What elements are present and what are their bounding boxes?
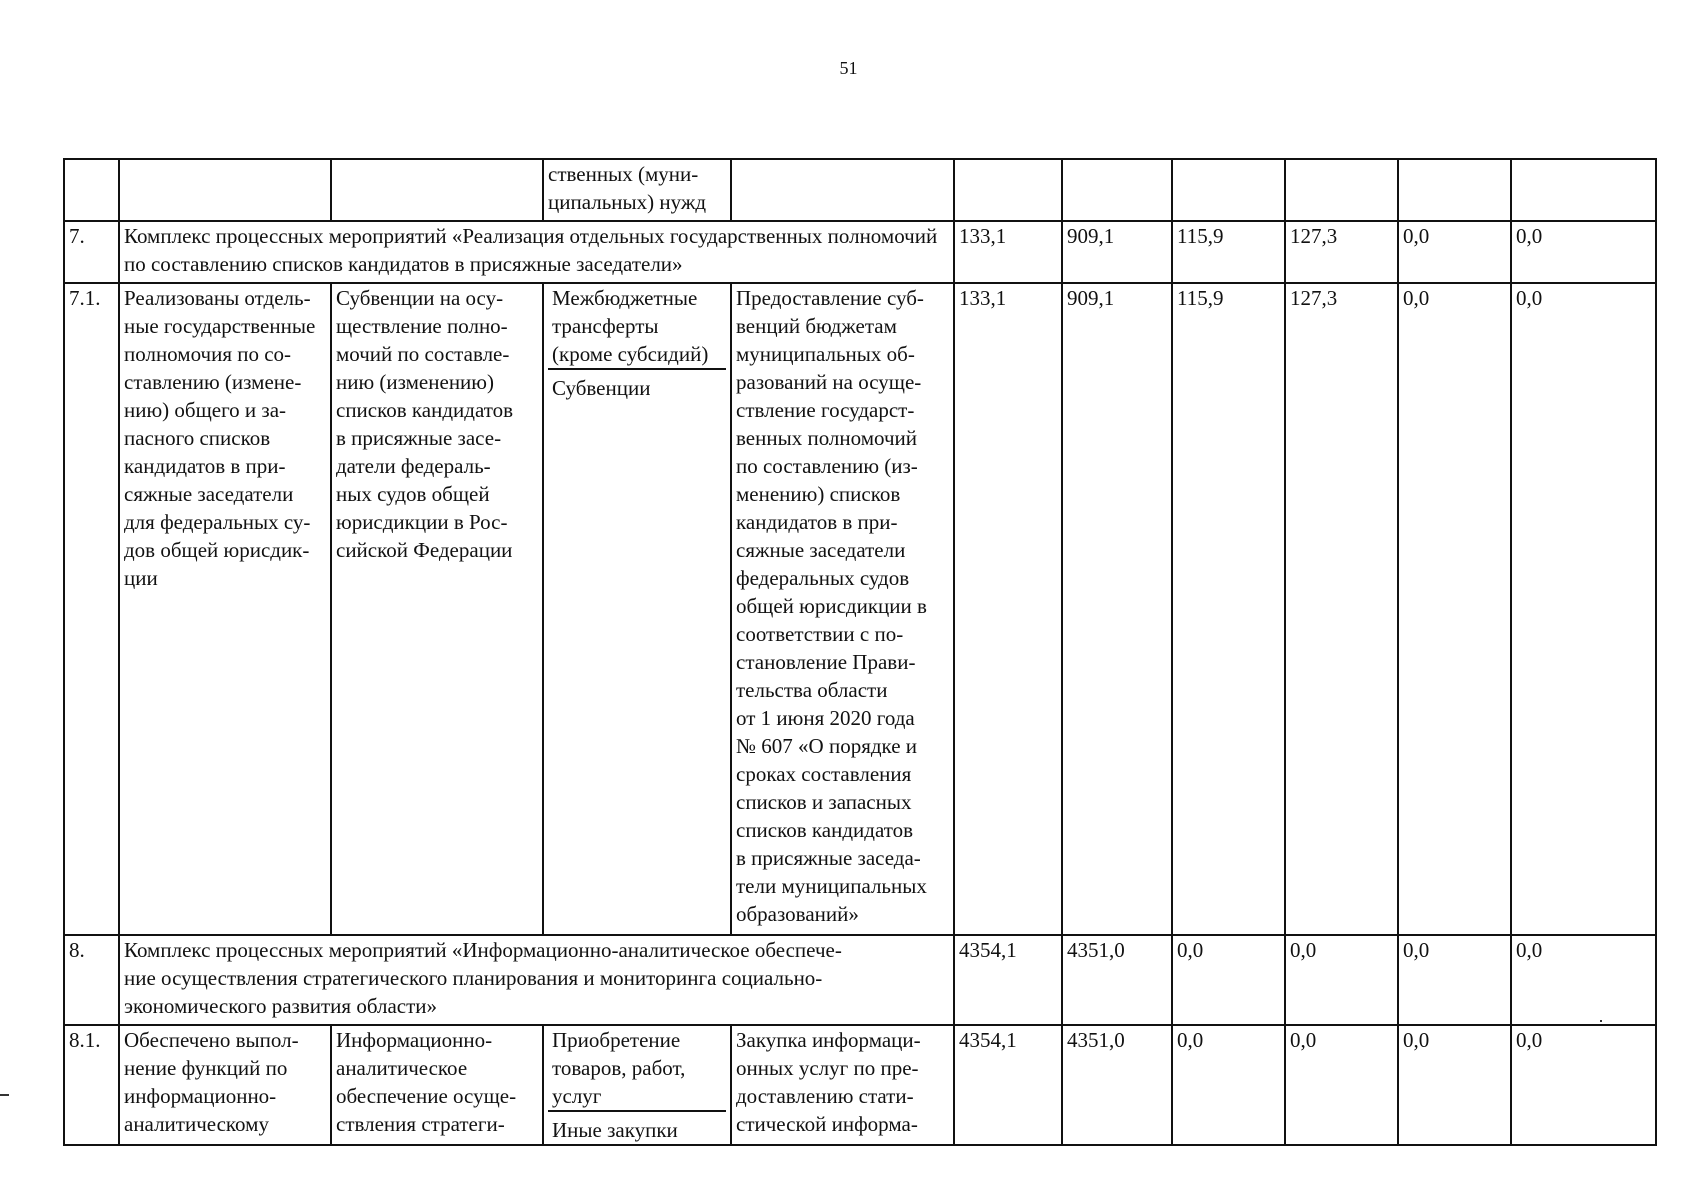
row-number: 7.1. (64, 283, 119, 935)
cell-value (1062, 159, 1172, 221)
table-row-7-1 (64, 283, 1656, 935)
value-4: 0,0 (1285, 935, 1398, 1025)
row-number: 8.1. (64, 1025, 119, 1145)
row-number: 7. (64, 221, 119, 283)
scan-dot (1600, 1020, 1602, 1022)
value-5: 0,0 (1398, 221, 1511, 283)
description-text: Закупка информаци- онных услуг по пре- доставлению стати- стической информа- (731, 1025, 954, 1145)
cell-num (64, 159, 119, 221)
table-row-8 (64, 935, 1656, 1025)
margin-mark (0, 1094, 9, 1096)
value-3: 0,0 (1172, 1025, 1285, 1145)
value-1: 4354,1 (954, 935, 1062, 1025)
value-5: 0,0 (1398, 283, 1511, 935)
value-1: 4354,1 (954, 1025, 1062, 1145)
value-2: 4351,0 (1062, 935, 1172, 1025)
table-row-7 (64, 221, 1656, 283)
value-3: 115,9 (1172, 221, 1285, 283)
result-text: Реализованы отдель- ные государственные полномочия по со- ставлению (измене- нию) общего и за- пасного списков кандидатов в при- сяжные заседатели для федеральных су- дов общей юрисдик- ции (119, 283, 331, 935)
value-1: 133,1 (954, 221, 1062, 283)
cell-value (1285, 159, 1398, 221)
page-number: 51 (839, 58, 858, 78)
event-text: Информационно- аналитическое обеспечение осуще- ствления стратеги- (331, 1025, 543, 1145)
value-5: 0,0 (1398, 935, 1511, 1025)
value-6: 0,0 (1511, 1025, 1656, 1145)
cell-value (954, 159, 1062, 221)
value-6: 0,0 (1511, 283, 1656, 935)
complex-title: Комплекс процессных мероприятий «Реализация отдельных государственных полномочий по составлению списков кандидатов в присяжные заседатели» (119, 221, 954, 283)
value-5: 0,0 (1398, 1025, 1511, 1145)
cell-value (1511, 159, 1656, 221)
table-row-continuation (64, 159, 1656, 221)
expense-type-cell (543, 1025, 731, 1145)
table-row-8-1 (64, 1025, 1656, 1145)
value-3: 0,0 (1172, 935, 1285, 1025)
value-2: 4351,0 (1062, 1025, 1172, 1145)
cell-result (119, 159, 331, 221)
expense-type-main: Межбюджетные трансферты (кроме субсидий) (548, 284, 726, 370)
value-4: 127,3 (1285, 221, 1398, 283)
value-1: 133,1 (954, 283, 1062, 935)
expense-type-cell (543, 283, 731, 935)
value-6: 0,0 (1511, 221, 1656, 283)
value-2: 909,1 (1062, 283, 1172, 935)
result-text: Обеспечено выпол- нение функций по информационно- аналитическому (119, 1025, 331, 1145)
cell-value (1172, 159, 1285, 221)
cell-expense-type: ственных (муни- ципальных) нужд (543, 159, 731, 221)
value-4: 0,0 (1285, 1025, 1398, 1145)
expense-type-sub: Субвенции (552, 376, 651, 400)
cell-event (331, 159, 543, 221)
description-text: Предоставление суб- венций бюджетам муниципальных об- разований на осуще- ствление государст- венных полномочий по составлению (из- менению) списков кандидатов в при- сяжные заседатели федеральных судов общей юрисдикции в соответствии с по- становление Прави- тельства области от 1 июня 2020 года № 607 «О порядке и сроках составления списков и запасных списков кандидатов в присяжные заседа- тели муниципальных образований» (731, 283, 954, 935)
value-3: 115,9 (1172, 283, 1285, 935)
value-2: 909,1 (1062, 221, 1172, 283)
value-4: 127,3 (1285, 283, 1398, 935)
expense-type-main: Приобретение товаров, работ, услуг (548, 1026, 726, 1112)
row-number: 8. (64, 935, 119, 1025)
value-6: 0,0 (1511, 935, 1656, 1025)
event-text: Субвенции на осу- ществление полно- мочий по составле- нию (изменению) списков кандидатов в присяжные засе- датели федераль- ных судов общей юрисдикции в Рос- сийской Федерации (331, 283, 543, 935)
cell-description (731, 159, 954, 221)
complex-title: Комплекс процессных мероприятий «Информационно-аналитическое обеспече- ние осуществления стратегического планирования и мониторинга социально- экономического развития области» (119, 935, 954, 1025)
cell-value (1398, 159, 1511, 221)
budget-table (63, 158, 1657, 1146)
expense-type-sub: Иные закупки (552, 1118, 678, 1142)
